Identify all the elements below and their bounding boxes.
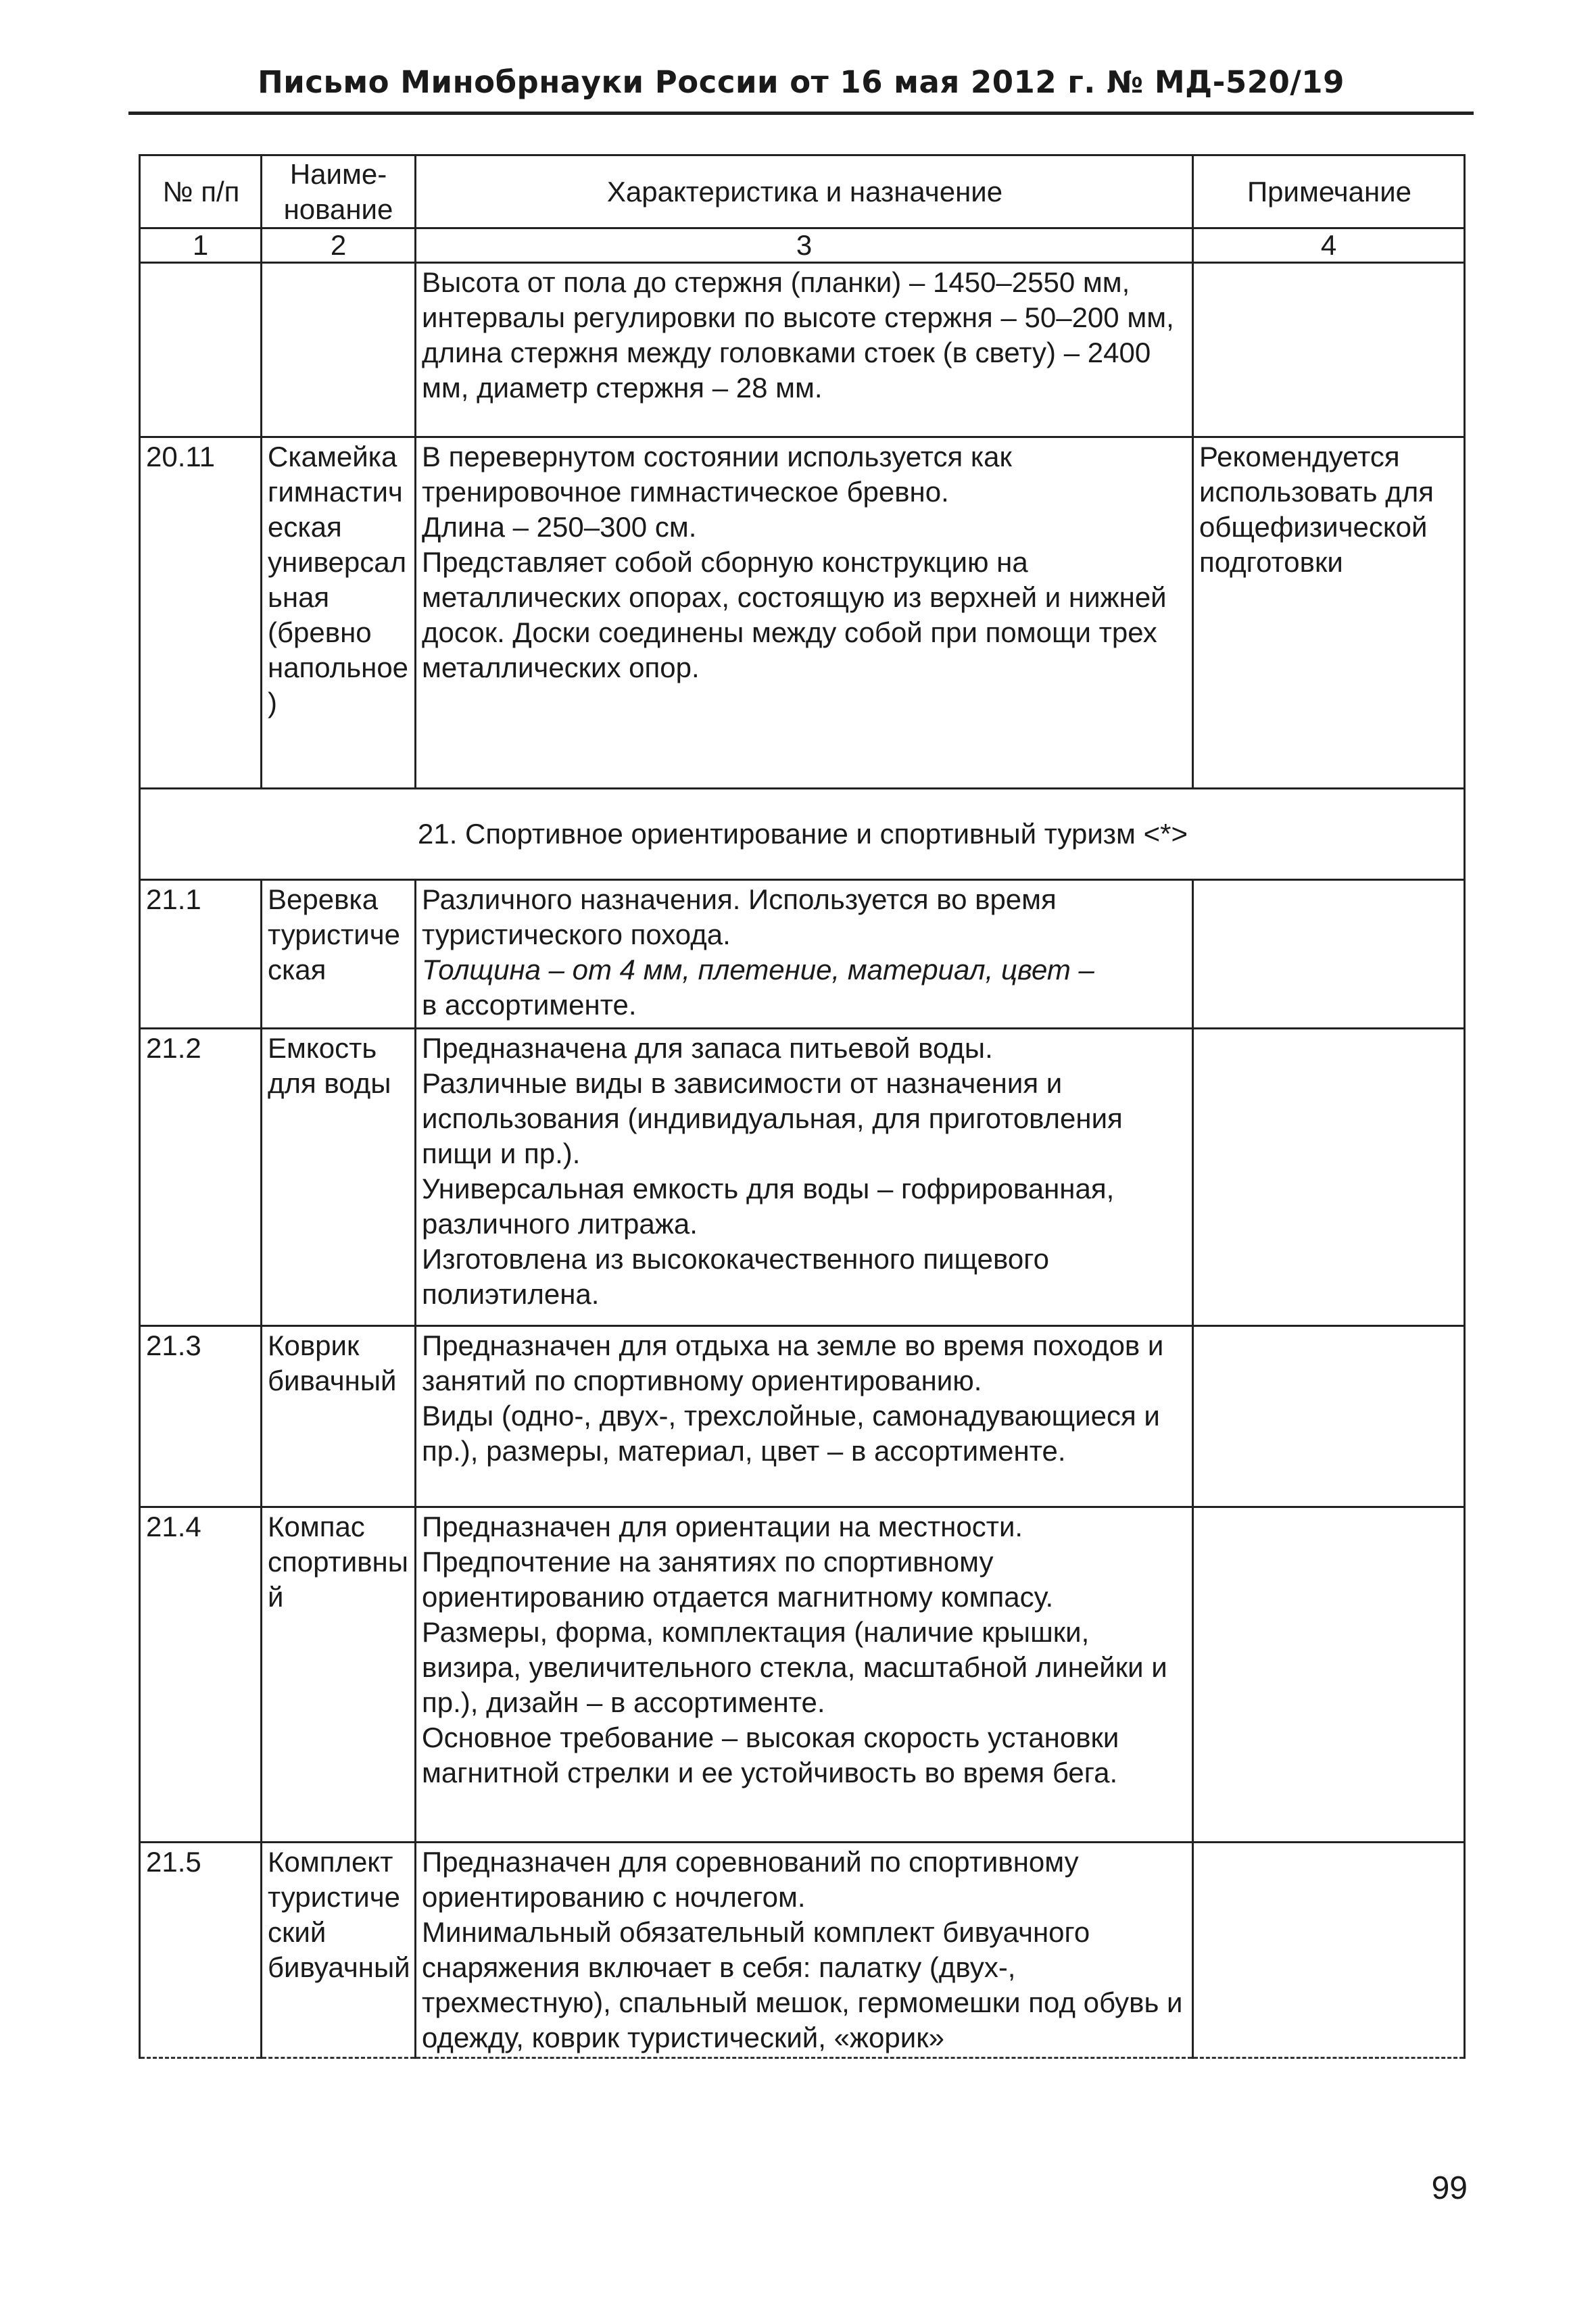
table-row: [140, 437, 1465, 789]
row-name: [262, 263, 416, 437]
column-header-num: № п/п: [140, 155, 262, 228]
table-header-row: [140, 155, 1465, 228]
row-description: [416, 1843, 1193, 2058]
row-name: Скамейка гимнастическая универсальная (бревно напольное): [262, 437, 416, 789]
description-line: Предназначена для запаса питьевой воды.: [422, 1032, 993, 1064]
document-title: Письмо Минобрнауки России от 16 мая 2012 г. № МД-520/19: [258, 64, 1345, 100]
description-line: Минимальный обязательный комплект бивуачного снаряжения включает в себя: палатку (двух-, трехместную), спальный мешок, гермомешки под обувь и одежду, коврик туристический, «жорик»: [422, 1916, 1183, 2053]
row-num: 21.1: [140, 880, 262, 1029]
row-description: [416, 1507, 1193, 1843]
row-description: Высота от пола до стержня (планки) – 1450–2550 мм, интервалы регулировки по высоте стержня – 50–200 мм, длина стержня между головками стоек (в свету) – 2400 мм, диаметр стержня – 28 мм.: [416, 263, 1193, 437]
table-row: [140, 1326, 1465, 1507]
column-header-desc: Характеристика и назначение: [416, 155, 1193, 228]
row-name: Комплект туристический бивуачный: [262, 1843, 416, 2058]
description-line: Основное требование – высокая скорость установки магнитной стрелки и ее устойчивость во время бега.: [422, 1722, 1119, 1788]
row-note: [1193, 1326, 1465, 1507]
table-row: [140, 1843, 1465, 2058]
row-name: Компас спортивный: [262, 1507, 416, 1843]
column-number: 4: [1193, 228, 1465, 263]
column-number-row: [140, 228, 1465, 263]
row-num: [140, 263, 262, 437]
row-description: [416, 1326, 1193, 1507]
column-number: 2: [262, 228, 416, 263]
column-header-note: Примечание: [1193, 155, 1465, 228]
row-num: 21.5: [140, 1843, 262, 2058]
description-line: в ассортименте.: [422, 989, 637, 1021]
row-num: 20.11: [140, 437, 262, 789]
row-name: Веревка туристическая: [262, 880, 416, 1029]
table-row: [140, 1029, 1465, 1326]
description-line: Изготовлена из высококачественного пищевого полиэтилена.: [422, 1243, 1049, 1310]
column-number: 3: [416, 228, 1193, 263]
row-description: [416, 880, 1193, 1029]
description-line: Предназначен для ориентации на местности.: [422, 1511, 1023, 1542]
row-num: 21.4: [140, 1507, 262, 1843]
equipment-table: [139, 154, 1466, 2059]
row-note: [1193, 1029, 1465, 1326]
page-header: [128, 62, 1474, 115]
row-num: 21.3: [140, 1326, 262, 1507]
description-line: Виды (одно-, двух-, трехслойные, самонадувающиеся и пр.), размеры, материал, цвет – в ассортименте.: [422, 1400, 1160, 1467]
description-line: В перевернутом состоянии используется как тренировочное гимнастическое бревно.: [422, 441, 1012, 508]
description-line-italic: Толщина – от 4 мм, плетение, материал, цвет –: [422, 954, 1094, 985]
description-line: Размеры, форма, комплектация (наличие крышки, визира, увеличительного стекла, масштабной линейки и пр.), дизайн – в ассортименте.: [422, 1616, 1167, 1718]
description-line: Предпочтение на занятиях по спортивному ориентированию отдается магнитному компасу.: [422, 1546, 1054, 1613]
column-header-name: Наиме-нование: [262, 155, 416, 228]
row-note: [1193, 1843, 1465, 2058]
row-name: Коврик бивачный: [262, 1326, 416, 1507]
column-number: 1: [140, 228, 262, 263]
description-line: Предназначен для отдыха на земле во время походов и занятий по спортивному ориентированию.: [422, 1330, 1164, 1396]
description-line: Различные виды в зависимости от назначения и использования (индивидуальная, для приготовления пищи и пр.).: [422, 1067, 1123, 1169]
row-note: [1193, 263, 1465, 437]
description-line: Предназначен для соревнований по спортивному ориентированию с ночлегом.: [422, 1846, 1079, 1913]
description-line: Представляет собой сборную конструкцию на металлических опорах, состоящую из верхней и нижней досок. Доски соединены между собой при помощи трех металлических опор.: [422, 546, 1167, 683]
table-row: [140, 263, 1465, 437]
row-num: 21.2: [140, 1029, 262, 1326]
row-note: [1193, 880, 1465, 1029]
section-heading-row: [140, 789, 1465, 880]
row-description: [416, 1029, 1193, 1326]
row-note: [1193, 1507, 1465, 1843]
row-description: [416, 437, 1193, 789]
description-line: Различного назначения. Используется во время туристического похода.: [422, 883, 1057, 950]
page-number: 99: [1431, 2170, 1468, 2206]
description-line: Универсальная емкость для воды – гофрированная, различного литража.: [422, 1173, 1115, 1240]
row-note: Рекомендуется использовать для общефизической подготовки: [1193, 437, 1465, 789]
section-title: 21. Спортивное ориентирование и спортивный туризм <*>: [140, 789, 1465, 880]
document-body: [139, 154, 1464, 2059]
description-line: Длина – 250–300 см.: [422, 511, 697, 543]
table-row: [140, 1507, 1465, 1843]
row-name: Емкость для воды: [262, 1029, 416, 1326]
table-row: [140, 880, 1465, 1029]
